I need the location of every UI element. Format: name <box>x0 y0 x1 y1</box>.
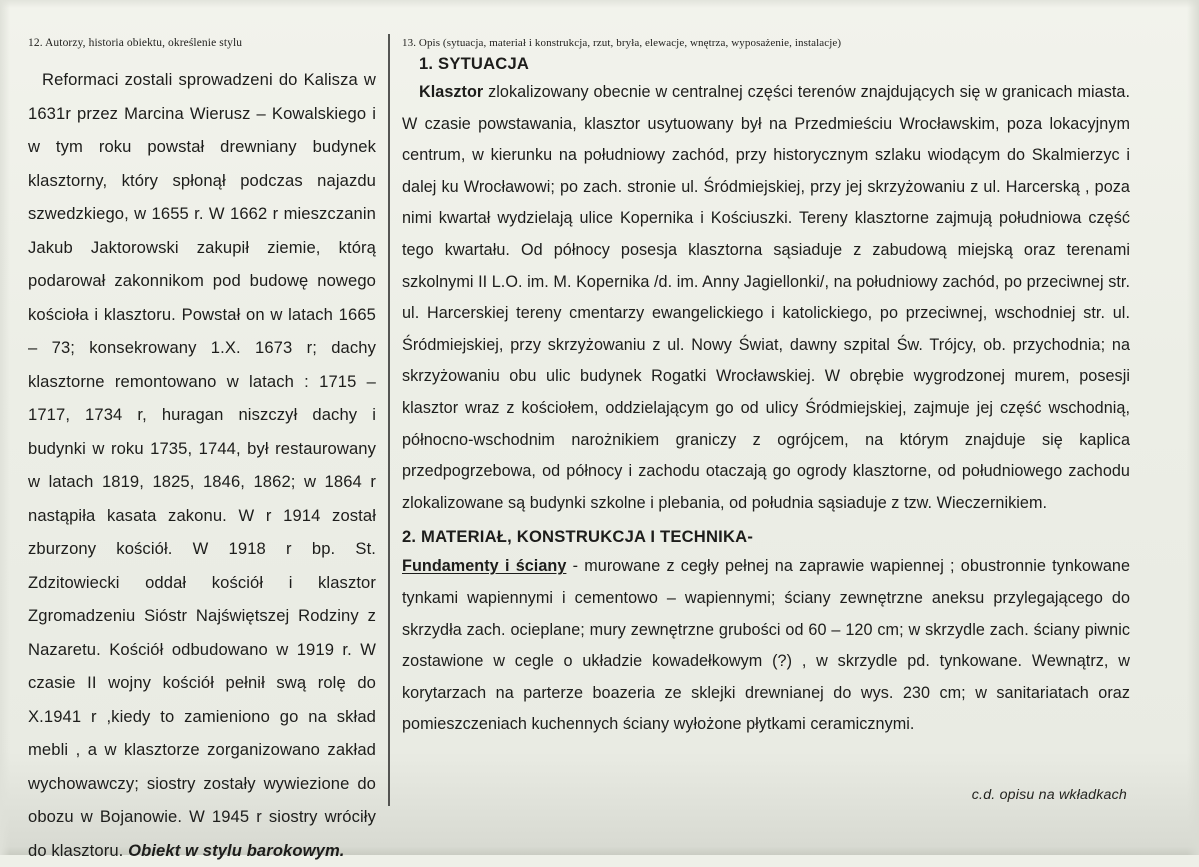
section-2-heading: 2. MATERIAŁ, KONSTRUKCJA I TECHNIKA- <box>402 527 754 547</box>
continuation-note: c.d. opisu na wkładkach <box>971 787 1127 803</box>
section-2-paragraph <box>402 551 1130 741</box>
section-1-lead: Klasztor <box>419 83 484 101</box>
left-column <box>28 36 376 867</box>
section-2-lead: Fundamenty i ściany <box>402 557 567 576</box>
right-column-body <box>402 50 1130 741</box>
left-column-body-text: Reformaci zostali sprowadzeni do Kalisza w 1631r przez Marcina Wierusz – Kowalskiego i w tym roku powstał drewniany budynek klasztorny, który spłonął podczas najazdu szwedzkiego, w 1655 r. W 1662 r mieszczanin Jakub Jaktorowski zakupił ziemie, którą podarował zakonnikom pod budowę nowego kościoła i klasztoru. Powstał on w latach 1665 – 73; konsekrowany 1.X. 1673 r; dachy klasztorne remontowano w latach : 1715 – 1717, 1734 r, huragan niszczył dachy i budynki w roku 1735, 1744, był restaurowany w latach 1819, 1825, 1846, 1862; w 1864 r nastąpiła kasata zakonu. W r 1914 został zburzony kościół. W 1918 r bp. St. Zdzitowiecki oddał kościół i klasztor Zgromadzeniu Sióstr Najświętszej Rodziny z Nazaretu. Kościół odbudowano w 1919 r. W czasie II wojny kościół pełnił swą rolę do X.1941 r ,kiedy to zamieniono go na skład mebli , a w klasztorze zorganizowano zakład wychowawczy; siostry zostały wywiezione do obozu w Bojanowie. W 1945 r siostry wróciły do klasztoru. <box>28 70 376 860</box>
left-column-body <box>28 63 376 867</box>
right-column <box>402 36 1130 741</box>
section-1-paragraph <box>402 77 1130 519</box>
right-column-caption: 13. Opis (sytuacja, materiał i konstrukcja, rzut, bryła, elewacje, wnętrza, wyposażenie, instalacje) <box>402 37 842 49</box>
section-1-heading: 1. SYTUACJA <box>419 54 530 73</box>
column-divider <box>388 34 390 806</box>
left-column-body-emphasis: Obiekt w stylu barokowym. <box>128 840 345 860</box>
section-2-text: - murowane z cegły pełnej na zaprawie wapiennej ; obustronnie tynkowane tynkami wapiennymi i cementowo – wapiennymi; ściany zewnętrzne aneksu przylegającego do skrzydła zach. ocieplane; mury zewnętrzne grubości od 60 – 120 cm; w skrzydle zach. ściany piwnic zostawione w cegle o układzie kowadełkowym (?) , w skrzydle pd. tynkowane. Wewnątrz, w korytarzach na parterze boazeria ze sklejki drewnianej do wys. 230 cm; w sanitariatach oraz pomieszczeniach kuchennych ściany wyłożone płytkami ceramicznymi. <box>402 557 1130 734</box>
section-1-text: zlokalizowany obecnie w centralnej części terenów znajdujących się w granicach miasta. W czasie powstawania, klasztor usytuowany był na Przedmieściu Wrocławskim, poza lokacyjnym centrum, w kierunku na południowy zachód, przy historycznym szlaku wiodącym do Skalmierzyc i dalej ku Wrocławowi; po zach. stronie ul. Śródmiejskiej, przy jej skrzyżowaniu z ul. Harcerską , poza nimi kwartał wydzielają ulice Kopernika i Kościuszki. Tereny klasztorne zajmują południowa część tego kwartału. Od północy posesja klasztorna sąsiaduje z zabudową miejską oraz terenami szkolnymi II L.O. im. M. Kopernika /d. im. Anny Jagiellonki/, na południowy zachód, po przeciwnej str. ul. Harcerskiej tereny cmentarzy ewangelickiego i katolickiego, po przeciwnej, wschodniej str. ul. Śródmiejskiej, przy skrzyżowaniu z ul. Nowy Świat, dawny szpital Św. Trójcy, ob. przychodnia; na skrzyżowaniu obu ulic budynek Rogatki Wrocławskiej. W obrębie wygrodzonej murem, posesji klasztor wraz z kościołem, oddzielającym go od ulicy Śródmiejskiej, zajmuje jej część wschodnią, północno-wschodnim narożnikiem graniczy z ogrójcem, na którym znajduje się kaplica przedpogrzebowa, od północy i zachodu otaczają go ogrody klasztorne, od południowego zachodu zlokalizowane są budynki szkolne i plebania, od południa sąsiaduje z tzw. Wieczernikiem. <box>402 83 1130 512</box>
left-column-caption: 12. Autorzy, historia obiektu, określenie stylu <box>28 37 243 49</box>
